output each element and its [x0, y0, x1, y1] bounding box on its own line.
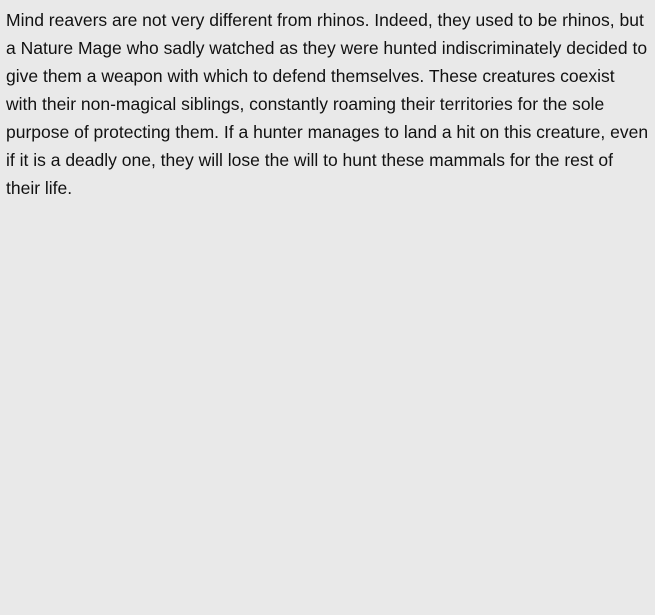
creature-description: Mind reavers are not very different from rhinos. Indeed, they used to be rhinos, but a Nature Mage who sadly watched as they were hunted indiscriminately decided to give them a weapon with which to defend themselves. These creatures coexist with their non-magical siblings, constantly roaming their territories for the sole purpose of protecting them. If a hunter manages to land a hit on this creature, even if it is a deadly one, they will lose the will to hunt these mammals for the rest of their life.	[6, 10, 649, 198]
